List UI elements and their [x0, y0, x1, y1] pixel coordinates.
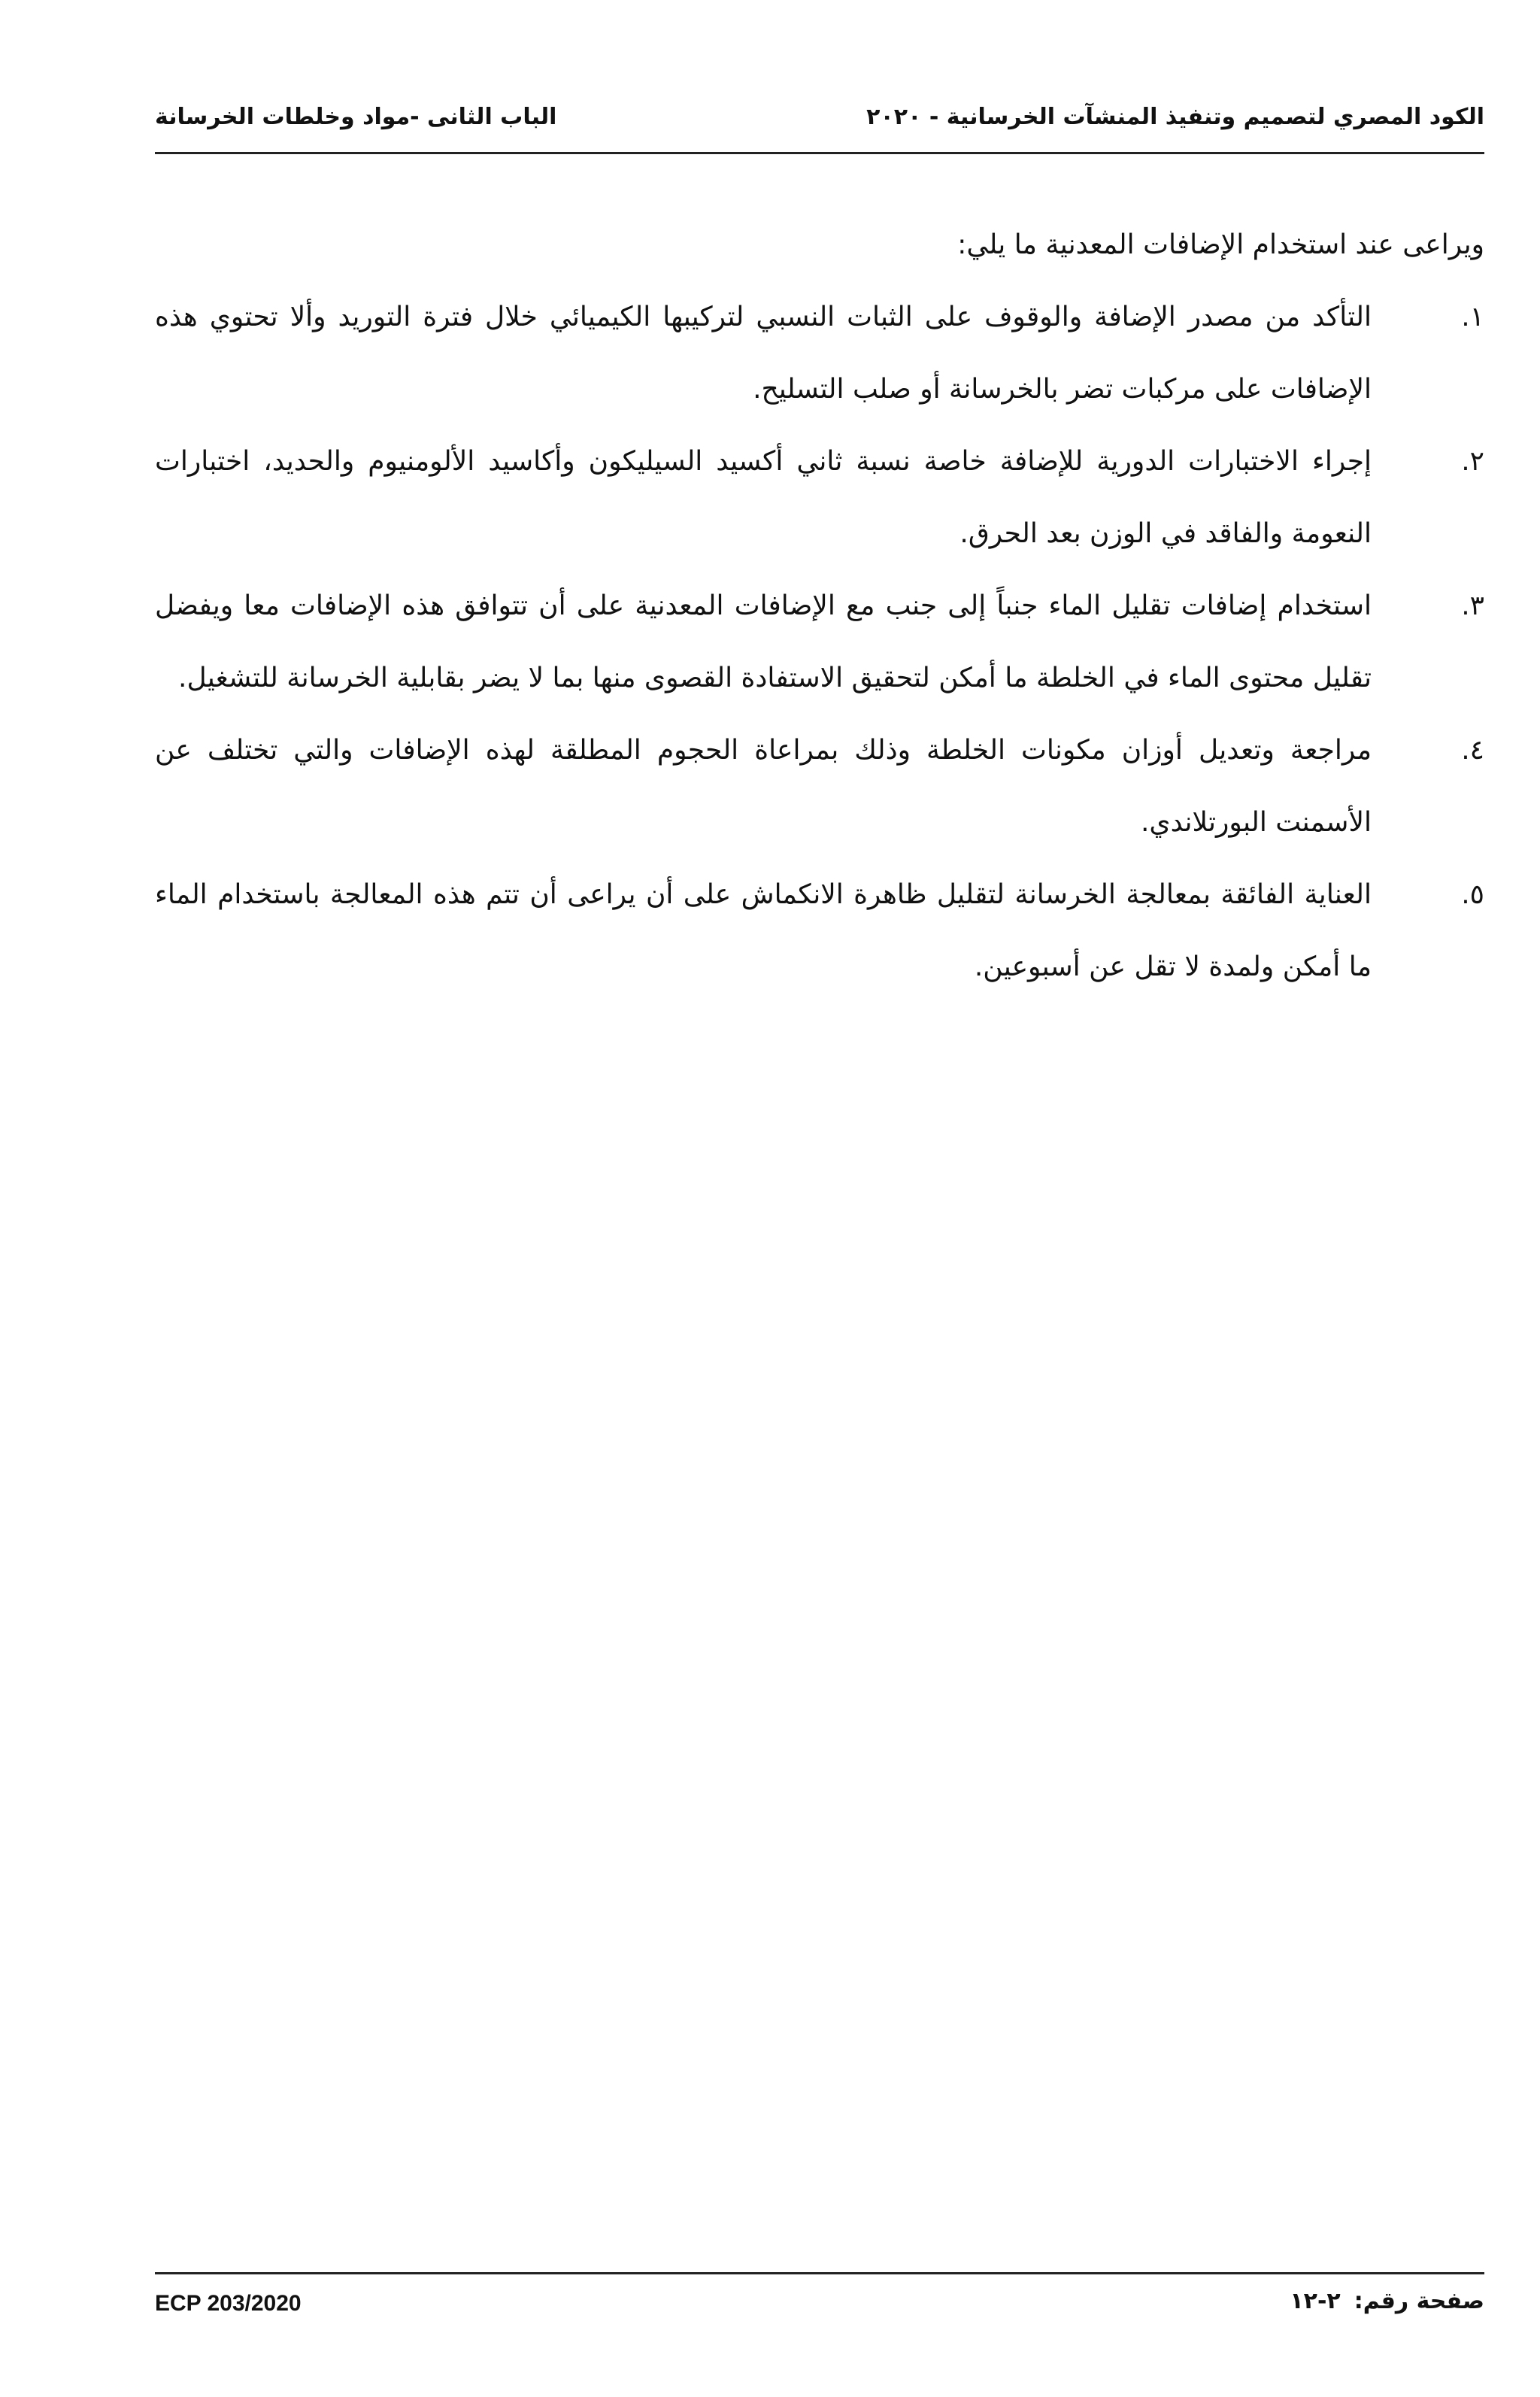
list-item-number: ٢.	[1461, 446, 1484, 477]
page-number-value: ٢-١٢	[1290, 2288, 1341, 2314]
list-item	[155, 281, 1484, 426]
list-item	[155, 570, 1484, 715]
page-label: صفحة رقم:	[1354, 2288, 1484, 2314]
list-item	[155, 426, 1484, 570]
list-item-number: ١.	[1461, 302, 1484, 332]
footer-page-number	[1290, 2288, 1484, 2314]
numbered-list	[155, 281, 1484, 1003]
header-chapter-title: الباب الثانى -مواد وخلطات الخرسانة	[155, 104, 557, 130]
header-code-title: الكود المصري لتصميم وتنفيذ المنشآت الخرسانية - ٢٠٢٠	[866, 104, 1484, 130]
page-header	[155, 104, 1484, 152]
list-item-number: ٤.	[1461, 735, 1484, 766]
list-item-number: ٥.	[1461, 879, 1484, 910]
list-item	[155, 715, 1484, 859]
intro-paragraph: ويراعى عند استخدام الإضافات المعدنية ما يلي:	[957, 229, 1484, 260]
list-item-text: مراجعة وتعديل أوزان مكونات الخلطة وذلك بمراعاة الحجوم المطلقة لهذه الإضافات والتي تختلف عن الأسمنت البورتلاندي.	[155, 735, 1372, 838]
list-item-text: استخدام إضافات تقليل الماء جنباً إلى جنب مع الإضافات المعدنية على أن تتوافق هذه الإضافات معا ويفضل تقليل محتوى الماء في الخلطة ما أمكن لتحقيق الاستفادة القصوى منها بما لا يضر بقابلية الخرسانة للتشغيل.	[155, 590, 1372, 693]
list-item-number: ٣.	[1461, 590, 1484, 621]
list-item-text: العناية الفائقة بمعالجة الخرسانة لتقليل ظاهرة الانكماش على أن يراعى أن تتم هذه المعالجة باستخدام الماء ما أمكن ولمدة لا تقل عن أسبوعين.	[155, 879, 1372, 982]
page-body	[155, 209, 1484, 1003]
footer-divider	[155, 2272, 1484, 2274]
list-item-text: إجراء الاختبارات الدورية للإضافة خاصة نسبة ثاني أكسيد السيليكون وأكاسيد الألومنيوم والحديد، اختبارات النعومة والفاقد في الوزن بعد الحرق.	[155, 446, 1372, 549]
list-item	[155, 859, 1484, 1003]
list-item-text: التأكد من مصدر الإضافة والوقوف على الثبات النسبي لتركيبها الكيميائي خلال فترة التوريد وألا تحتوي هذه الإضافات على مركبات تضر بالخرسانة أو صلب التسليح.	[155, 302, 1372, 405]
header-divider	[155, 152, 1484, 154]
footer-code: ECP 203/2020	[155, 2291, 302, 2316]
